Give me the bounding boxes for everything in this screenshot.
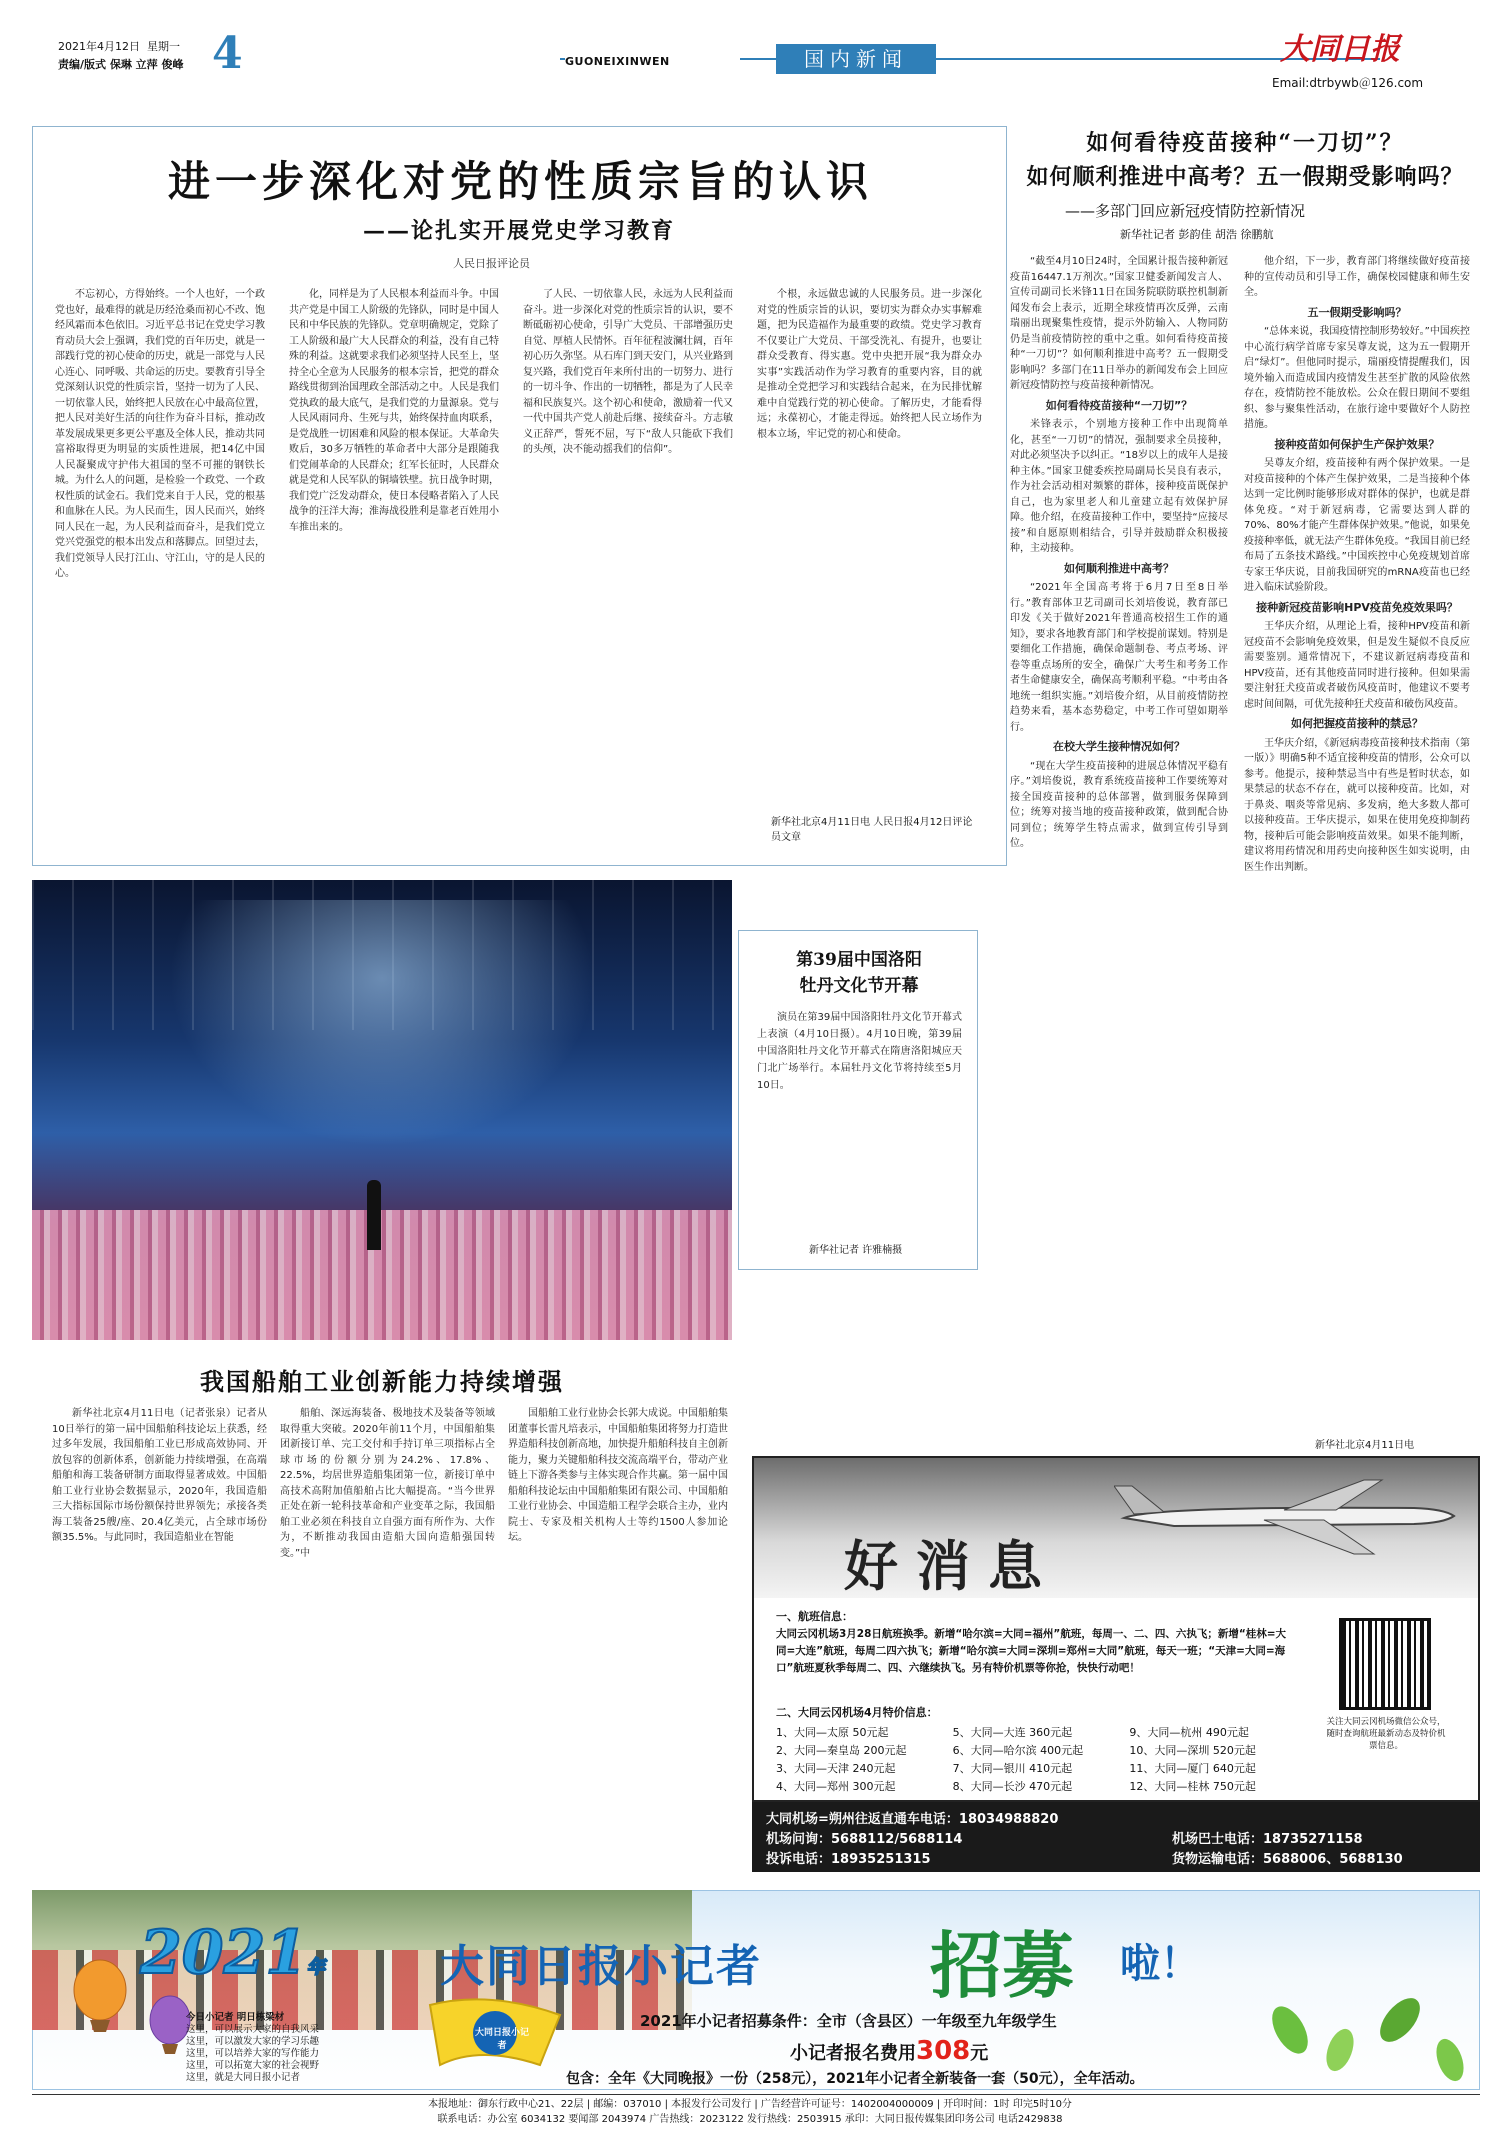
shipbuilding-col-1: 新华社北京4月11日电（记者张泉）记者从10日举行的第一届中国船舶科技论坛上获悉，经过多年发展，我国船舶工业已形成高效协同、开放包容的创新体系，创新能力持续增强，在高端船舶和海工装备研制方面取得显著成效。中国船舶工业行业协会数据显示，2020年，我国造船三大指标国际市场份额保持世界领先；承接各类海工装备25艘/座、20.4亿美元，占全球市场份额35.5%。与此同时，我国造船业在智能 bbox=[52, 1408, 267, 1543]
flight-info-text: 大同云冈机场3月28日航班换季。新增“哈尔滨=大同=福州”航班，每周一、二、四、六执飞；新增“桂林=大同=大连”航班，每周二四六执飞；新增“哈尔滨=大同=深圳=郑州=大同”航班，每天一班；“天津=大同=海口”航班夏秋季每周二、四、六继续执飞。另有特价机票等你抢，快快行动吧！ bbox=[776, 1628, 1287, 1674]
leaf-decoration-icon bbox=[1250, 1990, 1480, 2090]
covid-headline-2: 如何顺利推进中高考？五一假期受影响吗？ bbox=[1026, 164, 1464, 190]
fee-line: 小记者报名费用308元 bbox=[790, 2036, 989, 2066]
price-item: 11、大同—厦门 640元起 bbox=[1129, 1762, 1256, 1775]
price-item: 10、大同—深圳 520元起 bbox=[1129, 1744, 1256, 1757]
covid-headline-1: 如何看待疫苗接种“一刀切”？ bbox=[1086, 130, 1404, 156]
footer-line-1: 本报地址：御东行政中心21、22层 | 邮编：037010 | 本报发行公司发行 | 广告经营许可证号：1402004000009 | 开印时间：1时 印完5时10分 bbox=[428, 2099, 1072, 2110]
airport-contacts bbox=[752, 1802, 1480, 1872]
flight-info-title: 一、航班信息： bbox=[776, 1610, 853, 1623]
contact-shuttle: 大同机场=朔州往返直通车电话：18034988820 bbox=[766, 1812, 1059, 1827]
price-item: 3、大同—天津 240元起 bbox=[776, 1762, 896, 1775]
price-table bbox=[776, 1724, 1306, 1796]
recruit-year: 2021年 bbox=[140, 1918, 325, 1988]
paper-logo: 大同日报 bbox=[1280, 32, 1400, 67]
price-item: 2、大同—秦皇岛 200元起 bbox=[776, 1744, 907, 1757]
slogan-line: 这里，可以拓宽大家的社会视野 bbox=[186, 2060, 320, 2071]
festival-photo bbox=[32, 880, 732, 1340]
price-item: 5、大同—大连 360元起 bbox=[952, 1726, 1073, 1739]
article-party-nature bbox=[32, 126, 1007, 866]
photographer: 新华社记者 许雅楠摄 bbox=[809, 1245, 903, 1256]
caption-text: 演员在第39届中国洛阳牡丹文化节开幕式上表演（4月10日摄）。4月10日晚，第39届中国洛阳牡丹文化节开幕式在隋唐洛阳城应天门北广场举行。本届牡丹文化节将持续至5月10日。 bbox=[757, 1012, 962, 1091]
spotlight-glow bbox=[152, 900, 612, 1160]
covid-subhead: ——多部门回应新冠疫情防控新情况 bbox=[1065, 202, 1306, 220]
airport-ad bbox=[752, 1456, 1480, 1802]
recruit-title-big: 招募 bbox=[930, 1923, 1075, 2008]
price-item: 8、大同—长沙 470元起 bbox=[952, 1780, 1073, 1793]
slogan-line: 这里，可以展示大家的自我风采 bbox=[186, 2024, 320, 2035]
photo-caption-box bbox=[738, 930, 978, 1270]
covid-column-1: “截至4月10日24时，全国累计报告接种新冠疫苗16447.1万剂次。”国家卫健委新闻发言人、宣传司副司长米锋11日在国务院联防联控机制新闻发布会上表示，近期全球疫情再次反弹，云南瑞丽出现聚集性疫情，提示外防输入、人物同防仍是当前疫情防控的重中之重。如何看待疫苗接种“一刀切”？如何顺利推进中高考？五一假期受影响吗？多部门在11日举办的新闻发布会上回应新冠疫情防控与疫苗接种新情况。 如何看待疫苗接种“一刀切”？ 米锋表示，个别地方接种工作中出现简单化，甚至“一刀切”的情况，强制要求全员接种，对此必须坚决予以纠正。“18岁以上的成年人是接种主体。”国家卫健委疾控局副局长吴良有表示，作为社会活动相对频繁的群体，接种疫苗既保护自己，也为家里老人和儿童建立起有效保护屏障。他介绍，在疫苗接种工作中，要坚持“应接尽接”和自愿原则相结合，引导并鼓励群众积极接种，主动接种。 如何顺利推进中高考？ “2021年全国高考将于6月7日至8日举行。”教育部体卫艺司副司长刘培俊说，教育部已印发《关于做好2021年普通高校招生工作的通知》，要求各地教育部门和学校提前谋划。特别是要细化工作措施，确保命题制卷、考点考场、评卷等重点场所的安全，确保广大考生和考务工作者生命健康安全，确保高考顺利平稳。“中考由各地统一组织实施。”刘培俊介绍，从目前疫情防控趋势来看，基本态势稳定，中考工作可望如期举行。 在校大学生接种情况如何？ “现在大学生疫苗接种的进展总体情况平稳有序。”刘培俊说，教育系统疫苗接种工作要统筹对接全国疫苗接种的总体部署，做到服务保障到位；统筹对接当地的疫苗接种政策，做到配合协同到位；统筹学生特点需求，做到宣传引导到位。 bbox=[1010, 256, 1228, 849]
slogan-line: 这里，可以激发大家的学习乐趣 bbox=[186, 2036, 320, 2047]
slogan-line: 这里，就是大同日报小记者 bbox=[186, 2072, 301, 2083]
qr-caption: 关注大同云冈机场微信公众号，随时查询航班最新动态及特价机票信息。 bbox=[1326, 1717, 1446, 1751]
editors-line: 责编/版式 保琳 立萍 俊峰 bbox=[58, 58, 184, 71]
article-column-4: 个根，永远做忠诚的人民服务员。进一步深化对党的性质宗旨的认识，要切实为群众办实事解难题，把为民造福作为最重要的政绩。党史学习教育不仅要让广大党员、干部受洗礼、有提升，也要让群众受教育、得实惠。党中央把开展“我为群众办实事”实践活动作为学习教育的重要内容，目的就是推动全党把学习和实践结合起来，在为民排忧解难中自觉践行党的初心使命。了解历史，才能看得远；永葆初心，才能走得远。始终把人民立场作为根本立场，牢记党的初心和使命。 bbox=[757, 289, 982, 440]
soloist bbox=[367, 1180, 381, 1250]
recruit-condition: 2021年小记者招募条件：全市（含县区）一年级至九年级学生 bbox=[640, 2012, 1057, 2030]
price-item: 4、大同—郑州 300元起 bbox=[776, 1780, 896, 1793]
slogan-title: 今日小记者 明日栋梁材 bbox=[186, 2012, 285, 2023]
headline: 进一步深化对党的性质宗旨的认识 bbox=[167, 157, 873, 206]
contact-cargo: 货物运输电话：5688006、5688130 bbox=[1172, 1852, 1403, 1867]
shipbuilding-col-3: 国船舶工业行业协会长郭大成说。中国船舶集团董事长雷凡培表示，中国船舶集团将努力打造世界造船科技创新高地，加快提升船舶科技自主创新能力，聚力关键船舶科技交流高端平台，带动产业链上下游各类参与主体实现合作共赢。第一届中国船舶科技论坛由中国船舶集团有限公司、中国船舶工业行业协会、中国造船工程学会联合主办，业内院士、专家及相关机构人士等约1500人参加论坛。 bbox=[508, 1408, 728, 1543]
contact-inquiry: 机场问询：5688112/5688114 bbox=[766, 1832, 963, 1847]
article-column-1: 不忘初心，方得始终。一个人也好，一个政党也好，最难得的就是历经沧桑而初心不改、饱经风霜而本色依旧。习近平总书记在党史学习教育动员大会上强调，我们党的百年历史，就是一部践行党的初心使命的历史，就是一部党与人民心连心、同呼吸、共命运的历史。要教育引导全党深刻认识党的性质宗旨，坚持一切为了人民、一切依靠人民，始终把人民放在心中最高位置，把人民对美好生活的向往作为奋斗目标，推动改革发展成果更多更公平惠及全体人民，推动共同富裕取得更为明显的实质性进展，把14亿中国人民凝聚成守护伟大祖国的坚不可摧的钢铁长城。为什么人的问题，是检验一个政党、一个政权性质的试金石。我们党来自于人民，党的根基和血脉在人民。为人民而生，因人民而兴，始终同人民在一起，为人民利益而奋斗，是我们党立党兴党强党的根本出发点和落脚点。回望过去，我们党领导人民打江山、守江山，守的是人民的心。 bbox=[55, 289, 265, 579]
caption-title-2: 牡丹文化节开幕 bbox=[799, 976, 919, 996]
price-info-title: 二、大同云冈机场4月特价信息： bbox=[776, 1706, 938, 1719]
caption-title-1: 第39届中国洛阳 bbox=[796, 950, 922, 970]
section-pinyin: GUONEIXINWEN bbox=[565, 55, 740, 69]
recruit-title-end: 啦！ bbox=[1120, 1940, 1200, 1987]
byline: 人民日报评论员 bbox=[453, 257, 530, 270]
article-column-2: 化，同样是为了人民根本利益而斗争。中国共产党是中国工人阶级的先锋队，同时是中国人民和中华民族的先锋队。党章明确规定，党除了工人阶级和最广大人民群众的利益，没有自己特殊的利益。这就要求我们必须坚持人民至上，坚持全心全意为人民服务的根本宗旨，把党的群众路线贯彻到治国理政全部活动之中。人民是我们党执政的最大底气，是我们党的力量源泉。党与人民风雨同舟、生死与共，始终保持血肉联系，是党战胜一切困难和风险的根本保证。大革命失败后，30多万牺牲的革命者中大部分是跟随我们党闹革命的人民群众；红军长征时，人民群众就是党和人民军队的铜墙铁壁。抗日战争时期，我们党广泛发动群众，使日本侵略者陷入了人民战争的汪洋大海；淮海战役胜利是靠老百姓用小车推出来的。 bbox=[289, 289, 499, 533]
article-sign: 新华社北京4月11日电 人民日报4月12日评论员文章 bbox=[771, 817, 973, 843]
fee-includes: 包含：全年《大同晚报》一份（258元），2021年小记者全新装备一套（50元），全年活动。 bbox=[566, 2071, 1144, 2087]
price-item: 9、大同—杭州 490元起 bbox=[1129, 1726, 1249, 1739]
slogan-panel bbox=[186, 2012, 436, 2084]
price-item: 12、大同—桂林 750元起 bbox=[1129, 1780, 1256, 1793]
slogan-line: 这里，可以培养大家的写作能力 bbox=[186, 2048, 320, 2059]
page-number: 4 bbox=[212, 28, 243, 79]
issue-date: 2021年4月12日 星期一 bbox=[58, 40, 180, 53]
airport-qr-code[interactable] bbox=[1339, 1618, 1431, 1710]
covid-sign: 新华社北京4月11日电 bbox=[1315, 1440, 1415, 1451]
contact-bus: 机场巴士电话：18735271158 bbox=[1172, 1832, 1363, 1847]
contact-complaint: 投诉电话：18935251315 bbox=[766, 1852, 931, 1867]
recruit-title: 大同日报小记者 bbox=[440, 1941, 762, 1992]
price-item: 1、大同—太原 50元起 bbox=[776, 1726, 889, 1739]
airport-banner bbox=[754, 1458, 1478, 1598]
flag-text: 大同日报小记者 bbox=[474, 2028, 529, 2051]
section-title: 国内新闻 bbox=[776, 44, 936, 74]
email: Email:dtrbywb＠126.com bbox=[1272, 76, 1424, 90]
price-item: 7、大同—银川 410元起 bbox=[952, 1762, 1073, 1775]
price-item: 6、大同—哈尔滨 400元起 bbox=[952, 1744, 1084, 1757]
subheadline: ——论扎实开展党史学习教育 bbox=[363, 218, 676, 244]
performers bbox=[32, 1210, 732, 1340]
article-column-3: 了人民、一切依靠人民，永远为人民利益而奋斗。进一步深化对党的性质宗旨的认识，要不断砥砺初心使命，引导广大党员、干部增强历史自觉、厚植人民情怀。百年征程波澜壮阔，百年初心历久弥坚。从石库门到天安门，从兴业路到复兴路，我们党百年来所付出的一切努力、进行的一切斗争、作出的一切牺牲，都是为了人民幸福和民族复兴。这个初心和使命，激励着一代又一代中国共产党人前赴后继、接续奋斗。方志敏义正辞严，誓死不屈，写下“敌人只能砍下我们的头颅，决不能动摇我们的信仰”。 bbox=[523, 289, 733, 455]
airplane-icon bbox=[1114, 1476, 1464, 1556]
shipbuilding-headline: 我国船舶工业创新能力持续增强 bbox=[200, 1367, 564, 1396]
shipbuilding-col-2: 船舶、深远海装备、极地技术及装备等领域取得重大突破。2020年前11个月，中国船舶集团新接订单、完工交付和手持订单三项指标占全球市场的份额分别为24.2%、17.8%、22.5%，均居世界造船集团第一位，新接订单中高技术高附加值船舶占比大幅提高。“当今世界正处在新一轮科技革命和产业变革之际，我国船舶工业必须在科技自立自强方面有所作为、大作为，不断推动我国由造船大国向造船强国转变。”中 bbox=[280, 1408, 495, 1559]
footer-rule bbox=[32, 2094, 1480, 2095]
good-news-title: 好消息 bbox=[844, 1534, 1060, 1598]
footer-line-2: 联系电话：办公室 6034132 要闻部 2043974 广告热线：2023122 发行热线：2503915 承印：大同日报传媒集团印务公司 电话2429838 bbox=[437, 2114, 1063, 2125]
covid-byline: 新华社记者 彭韵佳 胡浩 徐鹏航 bbox=[1120, 228, 1274, 241]
covid-column-2: 他介绍，下一步，教育部门将继续做好疫苗接种的宣传动员和引导工作，确保校园健康和师生安全。 五一假期受影响吗？ “总体来说，我国疫情控制形势较好。”中国疾控中心流行病学首席专家吴尊友说，这为五一假期开启“绿灯”。但他同时提示，瑞丽疫情提醒我们，因境外输入而造成国内疫情发生甚至扩散的风险依然存在，疫情防控不能放松。公众在假日期间不要组织、参与聚集性活动，在旅行途中要做好个人防控措施。 接种疫苗如何保护生产保护效果？ 吴尊友介绍，疫苗接种有两个保护效果。一是对疫苗接种的个体产生保护效果，二是当接种个体达到一定比例时能够形成对群体的保护，也就是群体免疫。“对于新冠病毒，它需要达到人群的70%、80%才能产生群体保护效果。”他说，如果免疫接种率低，就无法产生群体免疫。“我国目前已经布局了五条技术路线。”中国疾控中心免疫规划首席专家王华庆说，目前我国研究的mRNA疫苗也已经进入临床试验阶段。 接种新冠疫苗影响HPV疫苗免疫效果吗？ 王华庆介绍，从理论上看，接种HPV疫苗和新冠疫苗不会影响免疫效果，但是发生疑似不良反应需要鉴别。通常情况下，不建议新冠病毒疫苗和HPV疫苗，还有其他疫苗同时进行接种。但如果需要注射狂犬疫苗或者破伤风疫苗时，他建议不要考虑时间间隔，可优先接种狂犬疫苗和破伤风疫苗。 如何把握疫苗接种的禁忌？ 王华庆介绍，《新冠病毒疫苗接种技术指南（第一版）》明确5种不适宜接种疫苗的情形，公众可以参考。他提示，接种禁忌当中有些是暂时状态，如果禁忌的状态不存在，就可以接种疫苗。比如，对于鼻炎、咽炎等常见病、多发病，绝大多数人都可以接种疫苗。王华庆提示，如果在使用免疫抑制药物，接种后可能会影响疫苗效果。如果不能判断，建议将用药情况和用药史向接种医生如实说明，由医生作出判断。 bbox=[1244, 256, 1470, 873]
